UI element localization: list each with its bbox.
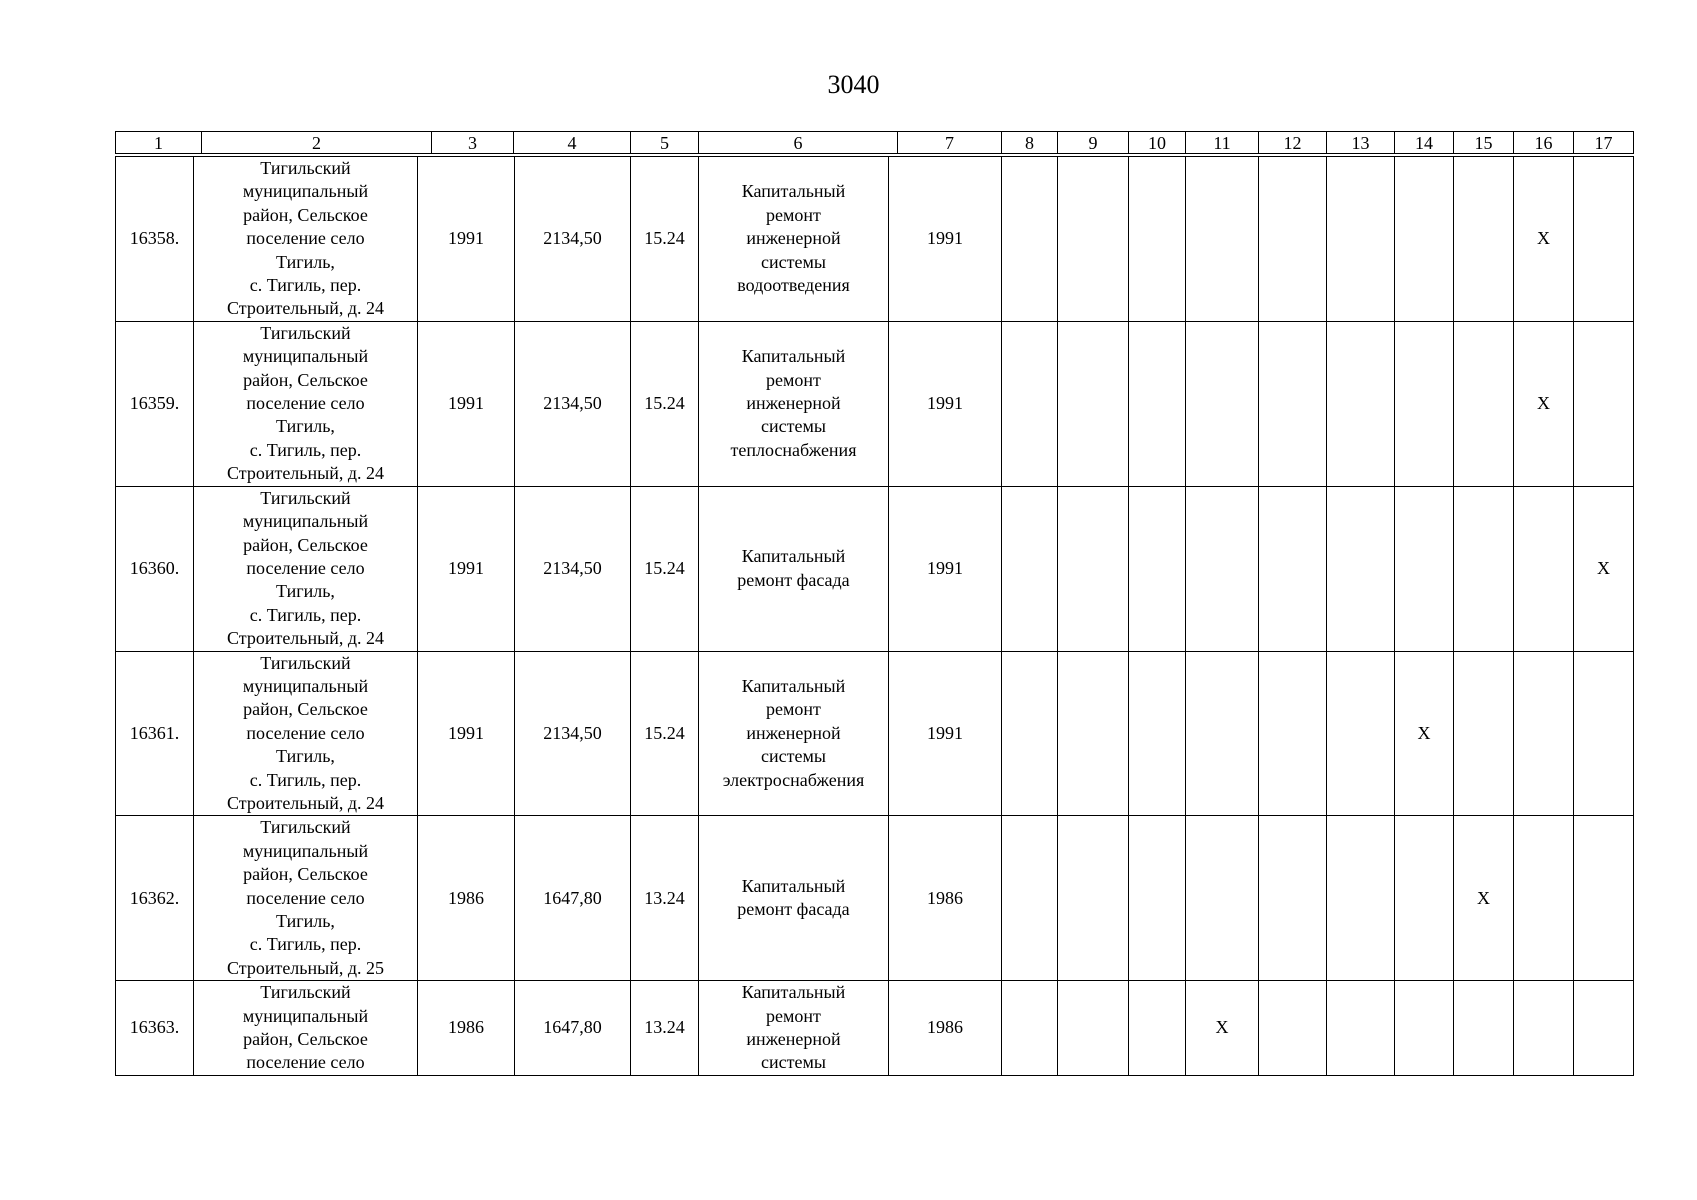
mark-cell-17 <box>1574 157 1634 322</box>
column-number: 1 <box>116 132 202 154</box>
mark-cell-9 <box>1058 321 1129 486</box>
work-type-cell: Капитальный ремонт фасада <box>699 486 889 651</box>
mark-cell-15 <box>1454 981 1514 1076</box>
mark-cell-10 <box>1129 651 1186 816</box>
mark-cell-14 <box>1395 486 1454 651</box>
mark-cell-17 <box>1574 981 1634 1076</box>
column-number: 15 <box>1454 132 1514 154</box>
address-cell: Тигильский муниципальный район, Сельское поселение село <box>194 981 418 1076</box>
mark-cell-10 <box>1129 321 1186 486</box>
column-number: 12 <box>1259 132 1327 154</box>
record-number: 16360. <box>116 486 194 651</box>
mark-cell-13 <box>1327 981 1395 1076</box>
year-built-cell: 1986 <box>418 816 515 981</box>
mark-cell-15 <box>1454 486 1514 651</box>
mark-cell-12 <box>1259 157 1327 322</box>
mark-cell-15 <box>1454 157 1514 322</box>
mark-cell-15: X <box>1454 816 1514 981</box>
mark-cell-9 <box>1058 651 1129 816</box>
mark-cell-16 <box>1514 486 1574 651</box>
address-cell: Тигильский муниципальный район, Сельское поселение село Тигиль, с. Тигиль, пер. Строительный, д. 24 <box>194 157 418 322</box>
mark-cell-9 <box>1058 981 1129 1076</box>
mark-cell-11 <box>1186 486 1259 651</box>
mark-cell-12 <box>1259 651 1327 816</box>
mark-cell-14: X <box>1395 651 1454 816</box>
mark-cell-14 <box>1395 816 1454 981</box>
year-cell: 1991 <box>889 321 1002 486</box>
code-cell: 15.24 <box>631 321 699 486</box>
year-cell: 1991 <box>889 157 1002 322</box>
record-number: 16361. <box>116 651 194 816</box>
mark-cell-15 <box>1454 651 1514 816</box>
mark-cell-12 <box>1259 981 1327 1076</box>
mark-cell-10 <box>1129 486 1186 651</box>
mark-cell-14 <box>1395 981 1454 1076</box>
area-cell: 1647,80 <box>515 981 631 1076</box>
record-number: 16359. <box>116 321 194 486</box>
code-cell: 15.24 <box>631 651 699 816</box>
area-cell: 2134,50 <box>515 321 631 486</box>
year-cell: 1986 <box>889 816 1002 981</box>
records-table <box>115 156 1634 1076</box>
table-row <box>116 321 1634 486</box>
mark-cell-8 <box>1002 816 1058 981</box>
area-cell: 2134,50 <box>515 157 631 322</box>
mark-cell-14 <box>1395 321 1454 486</box>
page-number: 3040 <box>827 70 880 99</box>
column-number: 6 <box>699 132 898 154</box>
column-number: 8 <box>1002 132 1058 154</box>
mark-cell-8 <box>1002 321 1058 486</box>
year-cell: 1986 <box>889 981 1002 1076</box>
mark-cell-11 <box>1186 816 1259 981</box>
column-number: 5 <box>631 132 699 154</box>
area-cell: 1647,80 <box>515 816 631 981</box>
mark-cell-11: X <box>1186 981 1259 1076</box>
table-row <box>116 157 1634 322</box>
mark-cell-13 <box>1327 321 1395 486</box>
work-type-cell: Капитальный ремонт инженерной системы электроснабжения <box>699 651 889 816</box>
address-cell: Тигильский муниципальный район, Сельское поселение село Тигиль, с. Тигиль, пер. Строительный, д. 24 <box>194 321 418 486</box>
mark-cell-11 <box>1186 157 1259 322</box>
mark-cell-17 <box>1574 816 1634 981</box>
mark-cell-10 <box>1129 816 1186 981</box>
column-number: 14 <box>1395 132 1454 154</box>
mark-cell-12 <box>1259 486 1327 651</box>
mark-cell-15 <box>1454 321 1514 486</box>
mark-cell-10 <box>1129 157 1186 322</box>
mark-cell-16: X <box>1514 157 1574 322</box>
column-header-table <box>115 131 1634 154</box>
mark-cell-17: X <box>1574 486 1634 651</box>
address-cell: Тигильский муниципальный район, Сельское поселение село Тигиль, с. Тигиль, пер. Строительный, д. 24 <box>194 486 418 651</box>
mark-cell-14 <box>1395 157 1454 322</box>
year-built-cell: 1991 <box>418 651 515 816</box>
mark-cell-17 <box>1574 321 1634 486</box>
column-number: 3 <box>432 132 514 154</box>
mark-cell-16 <box>1514 651 1574 816</box>
code-cell: 13.24 <box>631 981 699 1076</box>
table-row <box>116 981 1634 1076</box>
year-built-cell: 1991 <box>418 321 515 486</box>
column-number: 16 <box>1514 132 1574 154</box>
mark-cell-9 <box>1058 157 1129 322</box>
column-number: 13 <box>1327 132 1395 154</box>
mark-cell-8 <box>1002 981 1058 1076</box>
mark-cell-16 <box>1514 816 1574 981</box>
year-built-cell: 1991 <box>418 486 515 651</box>
mark-cell-16: X <box>1514 321 1574 486</box>
year-cell: 1991 <box>889 651 1002 816</box>
address-cell: Тигильский муниципальный район, Сельское поселение село Тигиль, с. Тигиль, пер. Строительный, д. 24 <box>194 651 418 816</box>
work-type-cell: Капитальный ремонт инженерной системы водоотведения <box>699 157 889 322</box>
mark-cell-17 <box>1574 651 1634 816</box>
area-cell: 2134,50 <box>515 651 631 816</box>
mark-cell-12 <box>1259 321 1327 486</box>
address-cell: Тигильский муниципальный район, Сельское поселение село Тигиль, с. Тигиль, пер. Строительный, д. 25 <box>194 816 418 981</box>
mark-cell-9 <box>1058 486 1129 651</box>
mark-cell-13 <box>1327 816 1395 981</box>
mark-cell-8 <box>1002 486 1058 651</box>
table-row <box>116 816 1634 981</box>
mark-cell-13 <box>1327 486 1395 651</box>
record-number: 16363. <box>116 981 194 1076</box>
year-cell: 1991 <box>889 486 1002 651</box>
record-number: 16362. <box>116 816 194 981</box>
year-built-cell: 1991 <box>418 157 515 322</box>
column-number: 11 <box>1186 132 1259 154</box>
table-row <box>116 486 1634 651</box>
mark-cell-13 <box>1327 157 1395 322</box>
mark-cell-12 <box>1259 816 1327 981</box>
mark-cell-8 <box>1002 651 1058 816</box>
mark-cell-11 <box>1186 321 1259 486</box>
mark-cell-13 <box>1327 651 1395 816</box>
code-cell: 13.24 <box>631 816 699 981</box>
column-number: 17 <box>1574 132 1634 154</box>
record-number: 16358. <box>116 157 194 322</box>
column-number: 2 <box>202 132 432 154</box>
code-cell: 15.24 <box>631 157 699 322</box>
column-number: 10 <box>1129 132 1186 154</box>
table-row <box>116 651 1634 816</box>
mark-cell-9 <box>1058 816 1129 981</box>
column-number: 7 <box>898 132 1002 154</box>
mark-cell-10 <box>1129 981 1186 1076</box>
column-number: 4 <box>514 132 631 154</box>
mark-cell-11 <box>1186 651 1259 816</box>
column-number: 9 <box>1058 132 1129 154</box>
code-cell: 15.24 <box>631 486 699 651</box>
work-type-cell: Капитальный ремонт инженерной системы теплоснабжения <box>699 321 889 486</box>
mark-cell-16 <box>1514 981 1574 1076</box>
area-cell: 2134,50 <box>515 486 631 651</box>
year-built-cell: 1986 <box>418 981 515 1076</box>
mark-cell-8 <box>1002 157 1058 322</box>
work-type-cell: Капитальный ремонт фасада <box>699 816 889 981</box>
work-type-cell: Капитальный ремонт инженерной системы <box>699 981 889 1076</box>
column-number-row <box>116 132 1634 154</box>
